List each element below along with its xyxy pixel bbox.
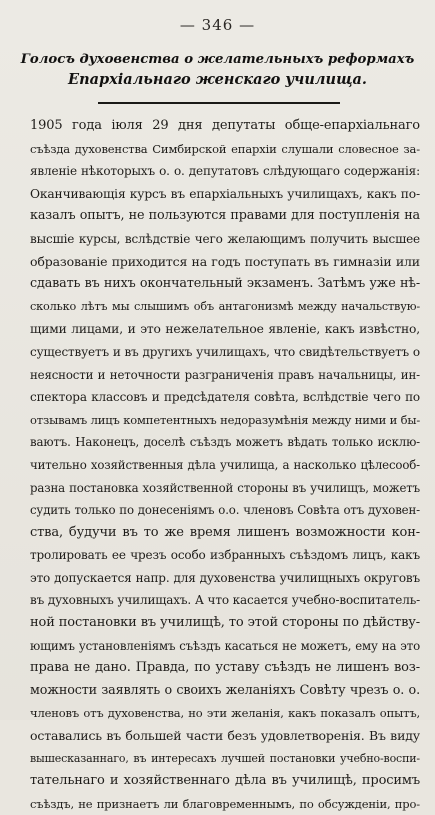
body-line: образованіе приходится на годъ поступать въ гимназіи или (30, 253, 420, 269)
article-body (30, 115, 420, 815)
body-line: высшіе курсы, вслѣдствіе чего желающимъ получить высшее (30, 231, 420, 246)
body-line: чительно хозяйственныя дѣла училища, а насколько цѣлесооб- (30, 457, 420, 472)
body-line: щими лицами, и это нежелательное явленіе, какъ извѣстно, (30, 322, 420, 337)
article-title-line-2: Епархіальнаго женскаго училища. (68, 71, 367, 88)
body-line: съѣзда духовенства Симбирской епархіи слушали словесное за- (30, 141, 420, 156)
body-line: разна постановка хозяйственной стороны въ училищъ, можетъ (30, 480, 420, 495)
body-line: отзывамъ лицъ компетентныхъ недоразумѣнія между ними и бы- (30, 412, 420, 427)
body-line: съѣздъ, не признаетъ ли благовременнымъ, по обсужденіи, про- (30, 796, 420, 811)
body-line: Оканчивающія курсъ въ епархіальныхъ училищахъ, какъ по- (30, 186, 420, 201)
body-line: казалъ опытъ, не пользуются правами для поступленія на (30, 208, 420, 224)
body-line: явленіе нѣкоторыхъ о. о. депутатовъ слѣдующаго содержанія: (30, 164, 420, 179)
body-line: судить только по донесеніямъ о.о. членовъ Совѣта отъ духовен- (30, 503, 420, 518)
body-line: можности заявлять о своихъ желаніяхъ Совѣту чрезъ о. о. (30, 682, 420, 698)
body-line: права не дано. Правда, по уставу съѣздъ не лишенъ воз- (30, 660, 420, 676)
body-line: членовъ отъ духовенства, но эти желанія, какъ показалъ опытъ, (30, 706, 420, 721)
body-line: вышесказаннаго, въ интересахъ лучшей постановки учебно-воспи- (30, 751, 420, 765)
body-line: оставались въ большей части безъ удовлетворенія. Въ виду (30, 728, 420, 744)
body-line: сдавать въ нихъ окончательный экзаменъ. Затѣмъ уже нѣ- (30, 276, 420, 292)
body-line: ства, будучи въ то же время лишенъ возможности кон- (30, 524, 420, 540)
body-line: ющимъ установленіямъ съѣздъ касаться не можетъ, ему на это (30, 638, 420, 653)
body-line: въ духовныхъ училищахъ. А что касается учебно-воспитатель- (30, 593, 420, 608)
body-line: спектора классовъ и предсѣдателя совѣта, вслѣдствіе чего по (30, 390, 420, 405)
body-line: тролировать ее чрезъ особо избранныхъ съѣздомъ лицъ, какъ (30, 548, 420, 563)
body-line: существуетъ и въ другихъ училищахъ, что свидѣтельствуетъ о (30, 344, 420, 359)
title-underline (98, 102, 340, 104)
body-line: это допускается напр. для духовенства училищныхъ округовъ (30, 570, 420, 585)
body-line: ваютъ. Наконецъ, доселѣ съѣздъ можетъ вѣдать только исклю- (30, 435, 420, 450)
page-number: — 346 — (179, 16, 256, 34)
body-line: тательнаго и хозяйственнаго дѣла въ училищѣ, просимъ (30, 773, 420, 789)
body-line: неясности и неточности разграниченія правъ начальницы, ин- (30, 367, 420, 382)
article-title (18, 50, 417, 90)
body-line: 1905 года іюля 29 дня депутаты обще-епархіальнаго (30, 118, 420, 133)
body-line: сколько лѣтъ мы слышимъ объ антагонизмѣ между начальствую- (30, 299, 420, 313)
article-title-line-1: Голосъ духовенства о желательныхъ реформахъ (20, 52, 415, 67)
body-line: ной постановки въ училищѣ, то этой стороны по дѣйству- (30, 615, 420, 631)
